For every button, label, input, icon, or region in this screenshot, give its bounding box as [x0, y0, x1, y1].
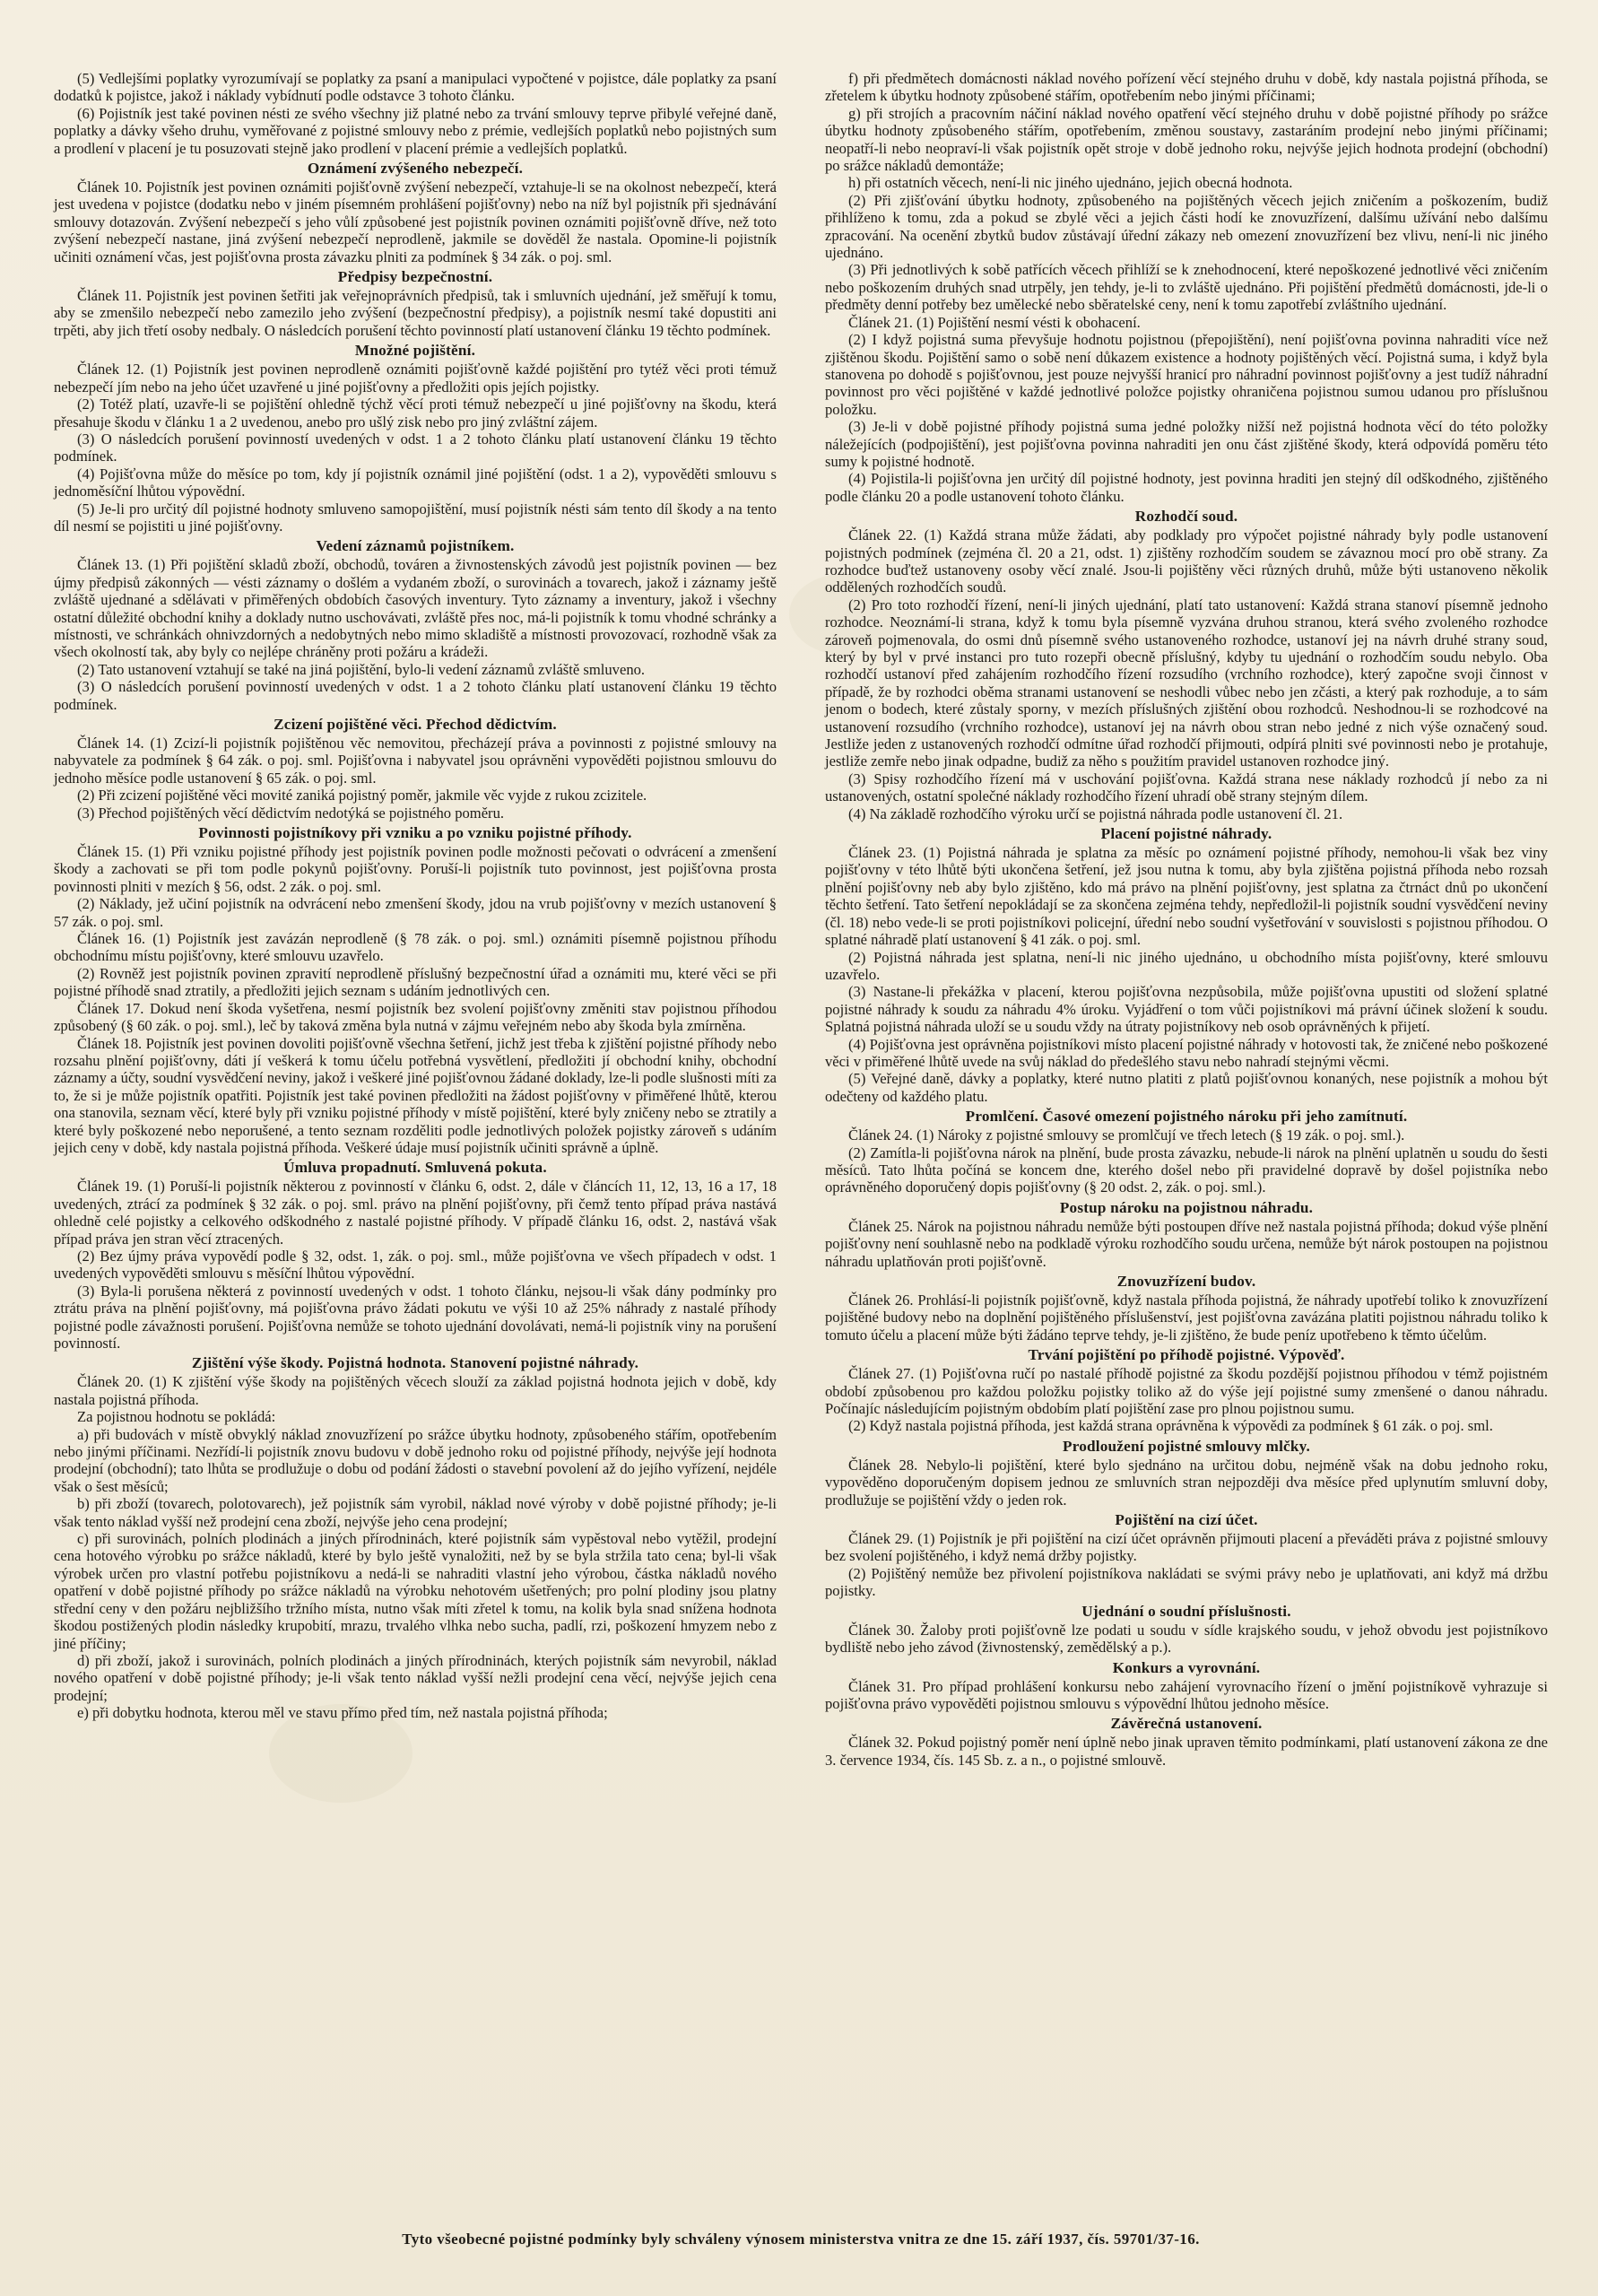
paragraph: (2) Když nastala pojistná příhoda, jest každá strana oprávněna k výpovědi za podmínek § 61 zák. o poj. sml.: [848, 1417, 1493, 1435]
section-heading: Promlčení. Časové omezení pojistného nároku při jeho zamítnutí.: [965, 1108, 1408, 1126]
section-heading: Oznámení zvýšeného nebezpečí.: [307, 160, 524, 178]
paragraph: (5) Veřejné daně, dávky a poplatky, které nutno platiti z platů pojišťovnou konaných, nese pojistník a mohou být odečteny od každého platu.: [825, 1070, 1548, 1105]
paragraph: (4) Pojistila-li pojišťovna jen určitý díl pojistné hodnoty, jest povinna hraditi jen stejný díl odškodného, zjištěného podle článku 20 a podle ustanovení tohoto článku.: [825, 470, 1548, 505]
right-text-column: [825, 70, 1548, 1769]
paragraph: (2) Při zcizení pojištěné věci movité zaniká pojistný poměr, jakmile věc vyjde z rukou zcizitele.: [77, 787, 647, 804]
left-text-column: [54, 70, 777, 1722]
paragraph: (5) Je-li pro určitý díl pojistné hodnoty smluveno samopojištění, musí pojistník nésti sám tento díl škody a na tento díl nesmí se pojistiti u jiné pojišťovny.: [54, 500, 777, 535]
section-heading: Zcizení pojištěné věci. Přechod dědictvím.: [274, 716, 557, 733]
paragraph: (2) Totéž platí, uzavře-li se pojištění ohledně týchž věcí proti témuž nebezpečí u jiné pojišťovny na škodu, která přesahuje škodu v článku 1 a 2 uvedenou, anebo pro ušlý zisk nebo pro jiný zvláštní zájem.: [54, 396, 777, 430]
paragraph: h) při ostatních věcech, není-li nic jiného ujednáno, jejich obecná hodnota.: [848, 174, 1293, 192]
paragraph: (2) Zamítla-li pojišťovna nárok na plnění, bude prosta závazku, nebude-li nárok na plnění uplatněn u soudu do šesti měsíců. Tato lhůta počíná se koncem dne, kterého došel nebo při pravidelné dopravě by došel pojistníka nebo oprávněného doporučený dopis pojišťovny (§ 20 odst. 2, zák. o poj. sml.).: [825, 1144, 1548, 1196]
paragraph: b) při zboží (tovarech, polotovarech), jež pojistník sám vyrobil, náklad nové výroby v době pojistné příhody; je-li však tento náklad vyšší než prodejní cena zboží, nejvýše jeho cena prodejní;: [54, 1495, 777, 1530]
paragraph: Článek 17. Dokud není škoda vyšetřena, nesmí pojistník bez svolení pojišťovny změniti stav pojistnou příhodou způsobený (§ 60 zák. o poj. sml.), leč by taková změna byla nutná v zájmu veřejném nebo aby škoda byla zmírněna.: [54, 999, 777, 1035]
section-heading: Trvání pojištění po příhodě pojistné. Výpověď.: [1028, 1346, 1345, 1364]
paragraph: (3) O následcích porušení povinností uvedených v odst. 1 a 2 tohoto článku platí ustanovení článku 19 těchto podmínek.: [54, 678, 777, 713]
paragraph: Článek 14. (1) Zcizí-li pojistník pojištěnou věc nemovitou, přecházejí práva a povinnosti z pojistné smlouvy na nabyvatele za podmínek § 64 zák. o poj. sml. Pojišťovna i nabyvatel jsou oprávněni vypověděti pojistnou smlouvu do jednoho měsíce podle ustanovení § 65 zák. o poj. sml.: [54, 735, 777, 787]
paragraph: (3) Je-li v době pojistné příhody pojistná suma jedné položky nižší než pojistná hodnota věcí do této položky náležejících (podpojištění), jest pojišťovna povinna nahraditi jen onu část zjištěné škody, která odpovídá poměru této sumy k pojistné hodnotě.: [825, 418, 1548, 470]
paragraph: Článek 13. (1) Při pojištění skladů zboží, obchodů, továren a živnostenských závodů jest pojistník povinen — bez újmy předpisů zákonných — vésti záznamy o došlém a vydaném zboží, o surovinách a tovarech, jakož i záznamy ještě zvláště ujednané a sdělávati v přiměřených obdobích časových inventury. Tyto záznamy a inventury, jakož i všechny ostatní důležité obchodní knihy a doklady nutno uschovávati, zvláště přes noc, má-li pojistník k tomu vhodné schránky a místnosti, ve schránkách ohnivzdorných a nedobytných nebo mimo skladiště a místnosti provozovací, rozhodně však za všech okolností tak, aby byly co nejlépe chráněny proti požáru a krádeži.: [54, 556, 777, 661]
paragraph: (3) Přechod pojištěných věcí dědictvím nedotýká se pojistného poměru.: [77, 804, 505, 822]
paragraph: (3) Nastane-li překážka v placení, kterou pojišťovna nezpůsobila, může pojišťovna upustiti od složení splatné pojistné náhrady k soudu za náhradu 4% úroku. Vyjádření o tom vůči pojistníkovi má právní účinek složení k soudu. Splatná pojistná náhrada uloží se u soudu vždy na útraty pojistníkovy neb osob oprávněných k přijetí.: [825, 983, 1548, 1036]
section-heading: Závěrečná ustanovení.: [1110, 1715, 1263, 1733]
paragraph: Článek 16. (1) Pojistník jest zavázán neprodleně (§ 78 zák. o poj. sml.) oznámiti písemně pojistnou příhodu obchodnímu místu pojišťovny, které smlouvu uzavřelo.: [54, 930, 777, 965]
paragraph: Článek 18. Pojistník jest povinen dovoliti pojišťovně všechna šetření, jichž jest třeba k zjištění pojistné příhody nebo rozsahu plnění pojišťovny, dáti jí veškerá k tomu účelu potřebná vysvětlení, předložiti jí obchodní knihy, obchodní záznamy a účty, soudní vysvědčení neviny, jakož i veškeré jiné pojišťovnou žádané doklady, lze-li podle slušnosti míti za to, že si je může pojistník opatřiti. Pojistník jest také povinen předložiti na žádost pojišťovny v přiměřené lhůtě, kterou ona stanovila, seznam věcí, které byly při vzniku pojistné příhody v místě pojištění, které byly zničeny nebo se ztratily a které byly poškozené nebo neporušené, a tento seznam rozděliti podle jednotlivých položek pojistky zároveň s udáním jejich ceny v době, kdy nastala pojistná příhoda. Veškeré údaje musí pojistník učiniti správně a úplně.: [54, 1034, 777, 1156]
paragraph: (4) Pojišťovna může do měsíce po tom, kdy jí pojistník oznámil jiné pojištění (odst. 1 a 2), vypověděti smlouvu s jednoměsíční lhůtou výpovědní.: [54, 465, 777, 500]
paragraph: a) při budovách v místě obvyklý náklad znovuzřízení po srážce úbytku hodnoty, způsobeného stářím, opotřebením nebo jinými příčinami. Nezřídí-li pojistník znovu budovu v době jednoho roku od pojistné příhody, nejvýše její hodnota prodejní (obchodní); tato lhůta se prodlužuje o dobu od podání žádosti o stavební povolení až do jejího vyřízení, nejdéle však o šest měsíců;: [54, 1425, 777, 1495]
section-heading: Množné pojištění.: [354, 342, 476, 360]
paragraph: (3) O následcích porušení povinností uvedených v odst. 1 a 2 tohoto článku platí ustanovení článku 19 těchto podmínek.: [54, 430, 777, 465]
section-heading: Prodloužení pojistné smlouvy mlčky.: [1063, 1437, 1310, 1455]
paragraph: d) při zboží, jakož i surovinách, polních plodinách a jiných přírodninách, kterých pojistník sám nevyrobil, náklad nového opatření v době pojistné příhody; je-li však tento náklad vyšší nežli prodejní cena věcí, nejvýše jejich cena prodejní;: [54, 1651, 777, 1704]
paragraph: (4) Na základě rozhodčího výroku určí se pojistná náhrada podle ustanovení čl. 21.: [848, 804, 1343, 822]
paragraph: Článek 22. (1) Každá strana může žádati, aby podklady pro výpočet pojistné náhrady byly podle ustanovení pojistných podmínek (zejména čl. 20 a 21, odst. 1) zjištěny rozhodčím soudem se závaznou mocí pro obě strany. Za rozhodce buďtež ustanoveny osoby věcí znalé. Jsou-li pojištěny věci různých druhů, může býti ustanoveno několik oddělených rozhodčích soudů.: [825, 526, 1548, 596]
paragraph: Článek 27. (1) Pojišťovna ručí po nastalé příhodě pojistné za škodu pozdější pojistnou příhodou v témž pojistném období způsobenou pro každou položku pojistky toliko až do výše její pojistné sumy zmenšené o danou náhradu. Počínajíc následujícím pojistným obdobím platí pojištění zase pro plnou pojistnou sumu.: [825, 1365, 1548, 1418]
paragraph: g) při strojích a pracovním náčiní náklad nového opatření věcí stejného druhu v době pojistné příhody po srážce úbytku hodnoty způsobeného stářím, opotřebením, změnou soustavy, zastaráním prodejní nebo jinými příčinami; neopatří-li nebo neopraví-li však pojistník opět stroje v době jednoho roku, nejvýše jejich hodnota prodejní (obchodní) po srážce nákladů demontáže;: [825, 104, 1548, 175]
paragraph: Článek 12. (1) Pojistník jest povinen neprodleně oznámiti pojišťovně každé pojištění pro tytéž věci proti témuž nebezpečí jím nebo na jeho účet uzavřené u jiné pojišťovny a předložiti opis jejích pojistky.: [54, 361, 777, 396]
section-heading: Rozhodčí soud.: [1134, 508, 1238, 526]
paragraph: Článek 15. (1) Při vzniku pojistné příhody jest pojistník povinen podle možnosti pečovati o odvrácení a zmenšení škody a zachovati se při tom podle pokynů pojišťovny. Poruší-li pojistník tuto povinnost, jest pojišťovna prosta povinnosti plniti v mezích § 56, odst. 2 zák. o poj. sml.: [54, 843, 777, 895]
paragraph: Článek 24. (1) Nároky z pojistné smlouvy se promlčují ve třech letech (§ 19 zák. o poj. sml.).: [848, 1126, 1405, 1144]
paragraph: Článek 28. Nebylo-li pojištění, které bylo sjednáno na určitou dobu, nejméně však na dobu jednoho roku, vypověděno doporučeným dopisem jednou ze smluvních stran nejpozději dva měsíce před uplynutím smluvní doby, prodlužuje se pojištění vždy o jeden rok.: [825, 1456, 1548, 1509]
paragraph: (2) Rovněž jest pojistník povinen zpravití neprodleně příslušný bezpečnostní úřad a oznámiti mu, které věci se při pojistné příhodě snad ztratily, a předložiti jejich seznam s udáním jednotlivých cen.: [54, 964, 777, 1000]
paragraph: e) při dobytku hodnota, kterou měl ve stavu přímo před tím, než nastala pojistná příhoda;: [77, 1704, 608, 1722]
paragraph: (4) Pojišťovna jest oprávněna pojistníkovi místo placení pojistné náhrady v hotovosti tak, že zničené nebo poškozené věci v přiměřené lhůtě uvede na svůj náklad do předešlého stavu nebo nahradí stejnými věcmi.: [825, 1035, 1548, 1070]
paragraph: (6) Pojistník jest také povinen nésti ze svého všechny již platné nebo za trvání smlouvy teprve přibylé veřejné daně, poplatky a dávky všeho druhu, vyměřované z pojistné smlouvy nebo z prémie, vedlejších poplatků nebo pojistných sum a prodlení v placení je tu posuzovati stejně jako prodlení v placení prémie a vedlejších poplatků.: [54, 104, 777, 157]
section-heading: Ujednání o soudní příslušnosti.: [1081, 1602, 1291, 1620]
paragraph: (2) Bez újmy práva vypovědí podle § 32, odst. 1, zák. o poj. sml., může pojišťovna ve všech případech v odst. 1 uvedených vypověděti smlouvu s měsíční lhůtou výpovědní.: [54, 1247, 777, 1283]
paragraph: Článek 32. Pokud pojistný poměr není úplně nebo jinak upraven těmito podmínkami, platí ustanovení zákona ze dne 3. července 1934, čís. 145 Sb. z. a n., o pojistné smlouvě.: [825, 1734, 1548, 1769]
paragraph: Článek 25. Nárok na pojistnou náhradu nemůže býti postoupen dříve než nastala pojistná příhoda; dokud výše plnění pojišťovny není souhlasně nebo na podkladě výroku rozhodčího soudu určena, nemůže být nárok postoupen na pojistnou náhradu uplatňován proti pojišťovně.: [825, 1217, 1548, 1270]
section-heading: Předpisy bezpečnostní.: [337, 268, 493, 286]
paragraph: (2) Náklady, jež učiní pojistník na odvrácení nebo zmenšení škody, jdou na vrub pojišťovny v mezích ustanovení § 57 zák. o poj. sml.: [54, 895, 777, 930]
section-heading: Úmluva propadnutí. Smluvená pokuta.: [283, 1159, 547, 1177]
paragraph: (3) Byla-li porušena některá z povinností uvedených v odst. 1 tohoto článku, nejsou-li však dány podmínky pro ztrátu práva na plnění pojišťovny, má pojišťovna právo žádati pokutu ve výši 10 až 25% náhrady z nastalé příhody pojistné podle závažnosti porušení. Pojišťovna nemůže se tohoto ujednání dovolávati, nemá-li pojistník viny na porušení povinností.: [54, 1282, 777, 1352]
section-heading: Konkurs a vyrovnání.: [1112, 1658, 1261, 1676]
paragraph: Článek 11. Pojistník jest povinen šetřiti jak veřejnoprávních předpisů, tak i smluvních ujednání, jež směřují k tomu, aby se zmenšilo nebezpečí nebo zamezilo jeho zvýšení (bezpečnostní předpisy), a pojistník nesmí také dopustiti ani trpěti, aby jich třetí osoby nedbaly. O následcích porušení těchto povinností platí ustanovení článku 19 těchto podmínek.: [54, 287, 777, 339]
paragraph: (3) Při jednotlivých k sobě patřících věcech přihlíží se k znehodnocení, které nepoškozené jednotlivé věci zničením nebo poškozením druhých snad utrpěly, jen tehdy, je-li to zvláště ujednáno. Při pojištění předmětů domácnosti, jde-li o předměty denní potřeby bez umělecké nebo sběratelské ceny, není k tomu zapotřebí zvláštního ujednání.: [825, 261, 1548, 314]
paragraph: Článek 29. (1) Pojistník je při pojištění na cizí účet oprávněn přijmouti placení a převáděti práva z pojistné smlouvy bez svolení pojištěného, i když nemá držby pojistky.: [825, 1530, 1548, 1565]
section-heading: Zjištění výše škody. Pojistná hodnota. Stanovení pojistné náhrady.: [191, 1354, 639, 1372]
section-heading: Povinnosti pojistníkovy při vzniku a po vzniku pojistné příhody.: [198, 824, 632, 842]
section-heading: Pojištění na cizí účet.: [1115, 1511, 1258, 1529]
paragraph: Článek 26. Prohlásí-li pojistník pojišťovně, když nastala příhoda pojistná, že náhrady upotřebí toliko k znovuzřízení pojištěné budovy nebo na doplnění pojištěného příslušenství, jest pojišťovna zavázána platiti pojistnou náhradu toliko k tomuto účelu a placení může býti žádáno teprve tehdy, je-li zjištěno, že bude peníz upotřebeno k těmto účelům.: [825, 1292, 1548, 1344]
paragraph: Článek 19. (1) Poruší-li pojistník některou z povinností v článku 6, odst. 2, dále v článcích 11, 12, 13, 16 a 17, 18 uvedených, ztrácí za podmínek § 32 zák. o poj. sml. právo na plnění pojišťovny, při čemž tento případ práva nastává ohledně celé pojistky a celkového odškodného z nastalé pojistné příhody. V případě článku 16, odst. 2, nastává však případ práva jen stran věcí ztracených.: [54, 1178, 777, 1248]
paragraph: (2) Pojistná náhrada jest splatna, není-li nic jiného ujednáno, u obchodního místa pojišťovny, které smlouvu uzavřelo.: [825, 948, 1548, 983]
paragraph: (5) Vedlejšími poplatky vyrozumívají se poplatky za psaní a manipulaci vypočtené v pojistce, dále poplatky za psaní dodatků k pojistce, jakož i náklady vybídnutí podle odstavce 3 tohoto článku.: [54, 70, 777, 105]
section-heading: Postup nároku na pojistnou náhradu.: [1059, 1198, 1314, 1216]
paragraph: (2) Při zjišťování úbytku hodnoty, způsobeného na pojištěných věcech jejich zničením a poškozením, budiž přihlíženo k tomu, zda a pokud se zbylé věci a jejich části hodí ke znovuzřízení, dalšímu užívání nebo dalšímu zpracování. Na ocenění zbytků budov zůstávají úřední zákazy neb omezení znovuzřízení bez vlivu, není-li nic jiného ujednáno.: [825, 191, 1548, 262]
paragraph: Článek 21. (1) Pojištění nesmí vésti k obohacení.: [848, 313, 1141, 331]
section-heading: Vedení záznamů pojistníkem.: [316, 537, 515, 555]
paragraph: (2) Pro toto rozhodčí řízení, není-li jiných ujednání, platí tato ustanovení: Každá strana stanoví písemně jednoho rozhodce. Neoznámí-li strana, když k tomu byla písemně vyzvána druhou stranou, která svého zvoleného rozhodce zároveň pojmenovala, do osmi dnů písemně svého ustanoveného rozhodce, ustanoví jej na návrh druhé strany soud, který by byl v prvé instanci pro tuto rozepři obecně příslušný, kdyby tu ujednání o rozhodčím soudu nebylo. Oba rozhodčí ustanoví před zahájením rozhodčího řízení rozsudího (vrchního rozhodce), který započne svoji činnost v případě, že by rozhodci oběma stranami ustanovení se neshodli vůbec nebo jen zčásti, a který pak rozhoduje, a to sám jenom o bodech, které zůstaly sporny, v mezích příslušných zjištění obou rozhodců. Neshodnou-li se rozhodcové na ustanovení rozsudího (vrchního rozhodce), ustanoví jej na návrh obou stran nebo jedné z nich výše označený soud. Jestliže jeden z ustanovených rozhodčí odmítne úřad rozhodčí přijmouti, odpírá plniti své povinnosti nebo je protahuje, jestliže zemře nebo jinak odpadne, budiž za něho s použitím pravidel ustanoven rozhodce jiný.: [825, 596, 1548, 770]
paragraph: (2) Tato ustanovení vztahují se také na jiná pojištění, bylo-li vedení záznamů zvláště smluveno.: [77, 660, 646, 678]
paragraph: (2) Pojištěný nemůže bez přivolení pojistníkova nakládati se svými právy nebo je uplatňovati, ani když má držbu pojistky.: [825, 1564, 1548, 1600]
paragraph: (3) Spisy rozhodčího řízení má v uschování pojišťovna. Každá strana nese náklady rozhodců jí nebo za ni ustanovených, ostatní společné náklady rozhodčího řízení uhradí obě strany stejným dílem.: [825, 770, 1548, 805]
paragraph: Článek 30. Žaloby proti pojišťovně lze podati u soudu v sídle krajského soudu, v jehož obvodu jest pojistníkovo bydliště nebo jeho závod (živnostenský, zemědělský a p.).: [825, 1621, 1548, 1657]
paragraph: Článek 20. (1) K zjištění výše škody na pojištěných věcech slouží za základ pojistná hodnota jejich v době, kdy nastala pojistná příhoda.: [54, 1373, 777, 1408]
paragraph: Článek 31. Pro případ prohlášení konkursu nebo zahájení vyrovnacího řízení o jmění pojistníkově vyhrazuje si pojišťovna právo vypověděti pojistnou smlouvu s výpovědní lhůtou jednoho měsíce.: [825, 1677, 1548, 1712]
section-heading: Placení pojistné náhrady.: [1100, 825, 1272, 843]
paragraph: c) při surovinách, polních plodinách a jiných přírodninách, které pojistník sám vypěstoval nebo vytěžil, prodejní cena hotového výrobku po srážce nákladů, které by bylo ještě vynaložiti, než by se byla stržila tato cena; byl-li však výrobek určen pro vlastní potřebu pojistníkovu a nedá-li se nahraditi vlastní jeho výrobou, částka nákladů nového opatření v době pojistné příhody po srážce nákladů na výrobku nehotovém ušetřených; pro polní plodiny jsou platny střední ceny v den požáru nejbližšího tržního místa, nutno však míti zřetel k tomu, na kolik byla snad snížena hodnota škodou postižených plodin následky krupobití, mrazu, trvalého vlhka nebo sucha, padlí, rzi, poškození hmyzem nebo z jiné příčiny;: [54, 1530, 777, 1652]
paragraph: f) při předmětech domácnosti náklad nového pořízení věcí stejného druhu v době, kdy nastala pojistná příhoda, se zřetelem k úbytku hodnoty způsobené stářím, opotřebením nebo jinými příčinami;: [825, 70, 1548, 105]
paragraph: Článek 10. Pojistník jest povinen oznámiti pojišťovně zvýšení nebezpečí, vztahuje-li se na okolnost nebezpečí, která jest uvedena v pojistce (dodatku nebo v jiném písemném prohlášení pojišťovny) nebo na níž byl pojistník při sjednávání smlouvy dotazován. Zvýšení nebezpečí s jeho vůlí způsobené jest pojistník povinen oznámiti pojišťovně dříve, než toto zvýšení nebezpečí nastane, jiná zvýšení nebezpečí neprodleně, jakmile se dověděl že nastala. Opomine-li pojistník učiniti oznámení včas, jest pojišťovna prosta závazku plniti za podmínek § 34 zák. o poj. sml.: [54, 178, 777, 265]
paragraph: Za pojistnou hodnotu se pokládá:: [77, 1408, 276, 1426]
paragraph: (2) I když pojistná suma převyšuje hodnotu pojistnou (přepojištění), není pojišťovna povinna nahraditi více než zjištěnou škodu. Pojištění samo o sobě není důkazem existence a hodnoty pojištěných věcí. Pojistná suma, i když byla stanovena po dohodě s pojišťovnou, jest pouze nejvyšší hranicí pro náhradní povinnost pojišťovny a jest tudíž náhradní povinnost pro věci pojištěné v každé jednotlivé položce pojistky ohraničena pojistnou sumou udanou pro příslušnou položku.: [825, 331, 1548, 418]
paragraph: Článek 23. (1) Pojistná náhrada je splatna za měsíc po oznámení pojistné příhody, nemohou-li však bez viny pojišťovny v této lhůtě býti ukončena šetření, jež jsou nutna k tomu, aby byla zjištěna pojistná příhoda nebo rozsah plnění pojišťovny neb aby bylo zjištěno, kdo má právo na plnění pojišťovny, jest splatna za čtrnáct dnů po ukončení těchto šetření. Tato šetření nepokládají se za skončena zejména tehdy, nepředložil-li pojistník soudní vysvědčení neviny (čl. 18) nebo vede-li se proti pojistníkovi policejní, úřední nebo soudní vyšetřování v souvislosti s pojistnou příhodou. O splatné náhradě platí ustanovení § 41 zák. o poj. sml.: [825, 844, 1548, 949]
section-heading: Znovuzřízení budov.: [1116, 1273, 1256, 1290]
approval-footer: Tyto všeobecné pojistné podmínky byly schváleny výnosem ministerstva vnitra ze dne 15. září 1937, čís. 59701/37-16.: [402, 2231, 1200, 2248]
